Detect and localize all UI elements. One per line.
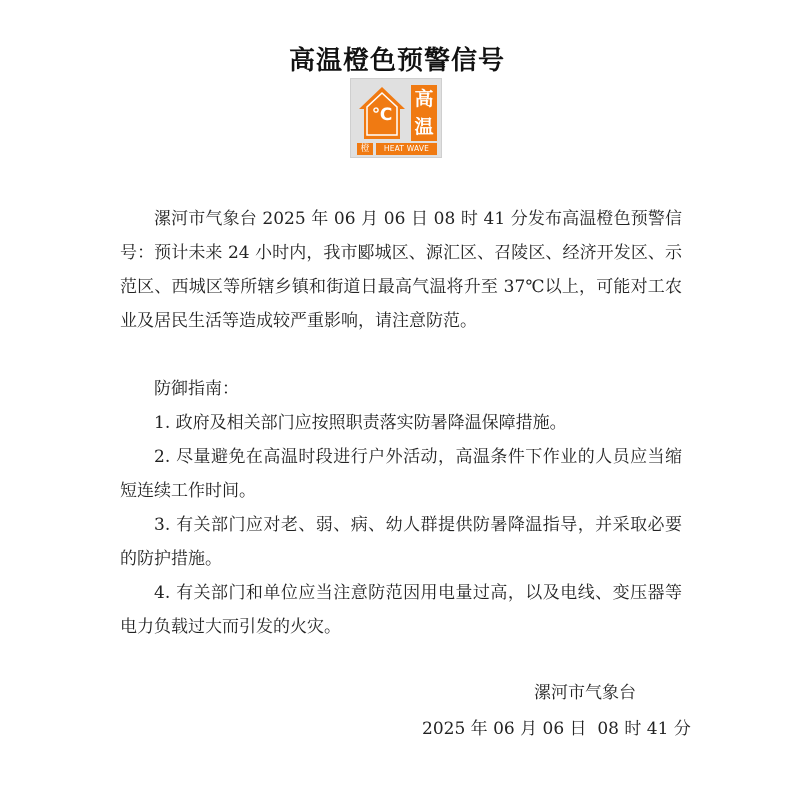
signal-bottom-bar (357, 143, 437, 155)
guide-item: 3. 有关部门应对老、弱、病、幼人群提供防暑降温指导，并采取必要的防护措施。 (120, 515, 682, 569)
celsius-symbol: ℃ (371, 105, 393, 125)
signal-chars (411, 85, 437, 141)
guide-item: 2. 尽量避免在高温时段进行户外活动，高温条件下作业的人员应当缩短连续工作时间。 (120, 447, 682, 501)
page-title: 高温橙色预警信号 (288, 46, 505, 76)
guide-item: 4. 有关部门和单位应当注意防范因用电量过高，以及电线、变压器等电力负载过大而引发的火灾。 (120, 583, 682, 637)
signal-char-temp: 温 (414, 115, 434, 138)
signal-english-label: HEAT WAVE (376, 143, 437, 155)
warning-content (120, 202, 682, 644)
guide-heading: 防御指南： (154, 379, 239, 399)
signature-date: 2025 年 06 月 06 日 08 时 41 分 (422, 719, 691, 739)
guide-item: 1. 政府及相关部门应按照职责落实防暑降温保障措施。 (154, 413, 567, 433)
high-temperature-orange-warning-icon (350, 78, 442, 158)
signature-organization: 漯河市气象台 (534, 683, 636, 703)
signal-level-char: 橙 (357, 143, 373, 155)
signal-char-high: 高 (414, 87, 434, 110)
intro-paragraph: 漯河市气象台 2025 年 06 月 06 日 08 时 41 分发布高温橙色预警信号：预计未来 24 小时内，我市郾城区、源汇区、召陵区、经济开发区、示范区、西城区等所辖乡镇和街道日最高气温将升至 37℃以上，可能对工农业及居民生活等造成较严重影响，请注意防范。 (120, 209, 683, 331)
